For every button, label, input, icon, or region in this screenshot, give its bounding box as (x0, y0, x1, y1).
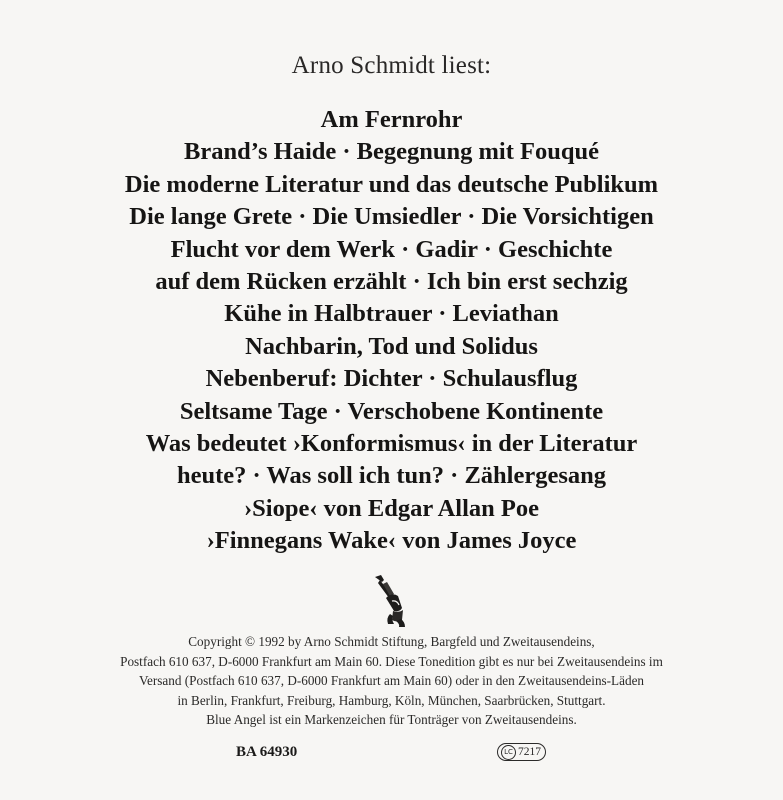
header-title: Arno Schmidt liest: (291, 52, 492, 79)
title-line: auf dem Rücken erzählt · Ich bin erst sechzig (155, 268, 628, 296)
copyright-line: in Berlin, Frankfurt, Freiburg, Hamburg, Köln, München, Saarbrücken, Stuttgart. (177, 692, 606, 708)
title-line: Die lange Grete · Die Umsiedler · Die Vorsichtigen (129, 203, 654, 231)
title-line: ›Finnegans Wake‹ von James Joyce (206, 527, 577, 555)
copyright-line: Versand (Postfach 610 637, D-6000 Frankfurt am Main 60) oder in den Zweitausendeins-Läden (138, 673, 645, 689)
title-line: Seltsame Tage · Verschobene Kontinente (179, 397, 604, 425)
track-title-list (0, 104, 783, 558)
title-line: Kühe in Halbtrauer · Leviathan (224, 300, 559, 328)
title-line: Am Fernrohr (320, 106, 463, 133)
title-line: Die moderne Literatur und das deutsche Publikum (124, 170, 659, 198)
title-line: ›Siope‹ von Edgar Allan Poe (244, 494, 539, 522)
title-line: Nebenberuf: Dichter · Schulausflug (205, 365, 578, 393)
title-line: Flucht vor dem Werk · Gadir · Geschichte (170, 235, 613, 263)
label-code (497, 742, 546, 762)
catalog-number: BA 64930 (236, 744, 298, 760)
title-line: heute? · Was soll ich tun? · Zählergesang (176, 462, 607, 490)
copyright-line: Copyright © 1992 by Arno Schmidt Stiftung, Bargfeld und Zweitausendeins, (188, 634, 595, 649)
label-code-mark: LC (501, 745, 516, 760)
title-line: Was bedeutet ›Konformismus‹ in der Literatur (145, 430, 638, 458)
title-line: Nachbarin, Tod und Solidus (245, 332, 538, 360)
copyright-line: Postfach 610 637, D-6000 Frankfurt am Main 60. Diese Tonedition gibt es nur bei Zweitausendeins im (120, 653, 663, 669)
copyright-line: Blue Angel ist ein Markenzeichen für Tonträger von Zweitausendeins. (206, 712, 577, 728)
title-line: Brand’s Haide · Begegnung mit Fouqué (184, 138, 599, 166)
blue-angel-logo-icon (372, 574, 412, 628)
label-code-badge (497, 743, 546, 761)
label-code-number: 7217 (518, 746, 541, 758)
copyright-notice (0, 632, 783, 730)
